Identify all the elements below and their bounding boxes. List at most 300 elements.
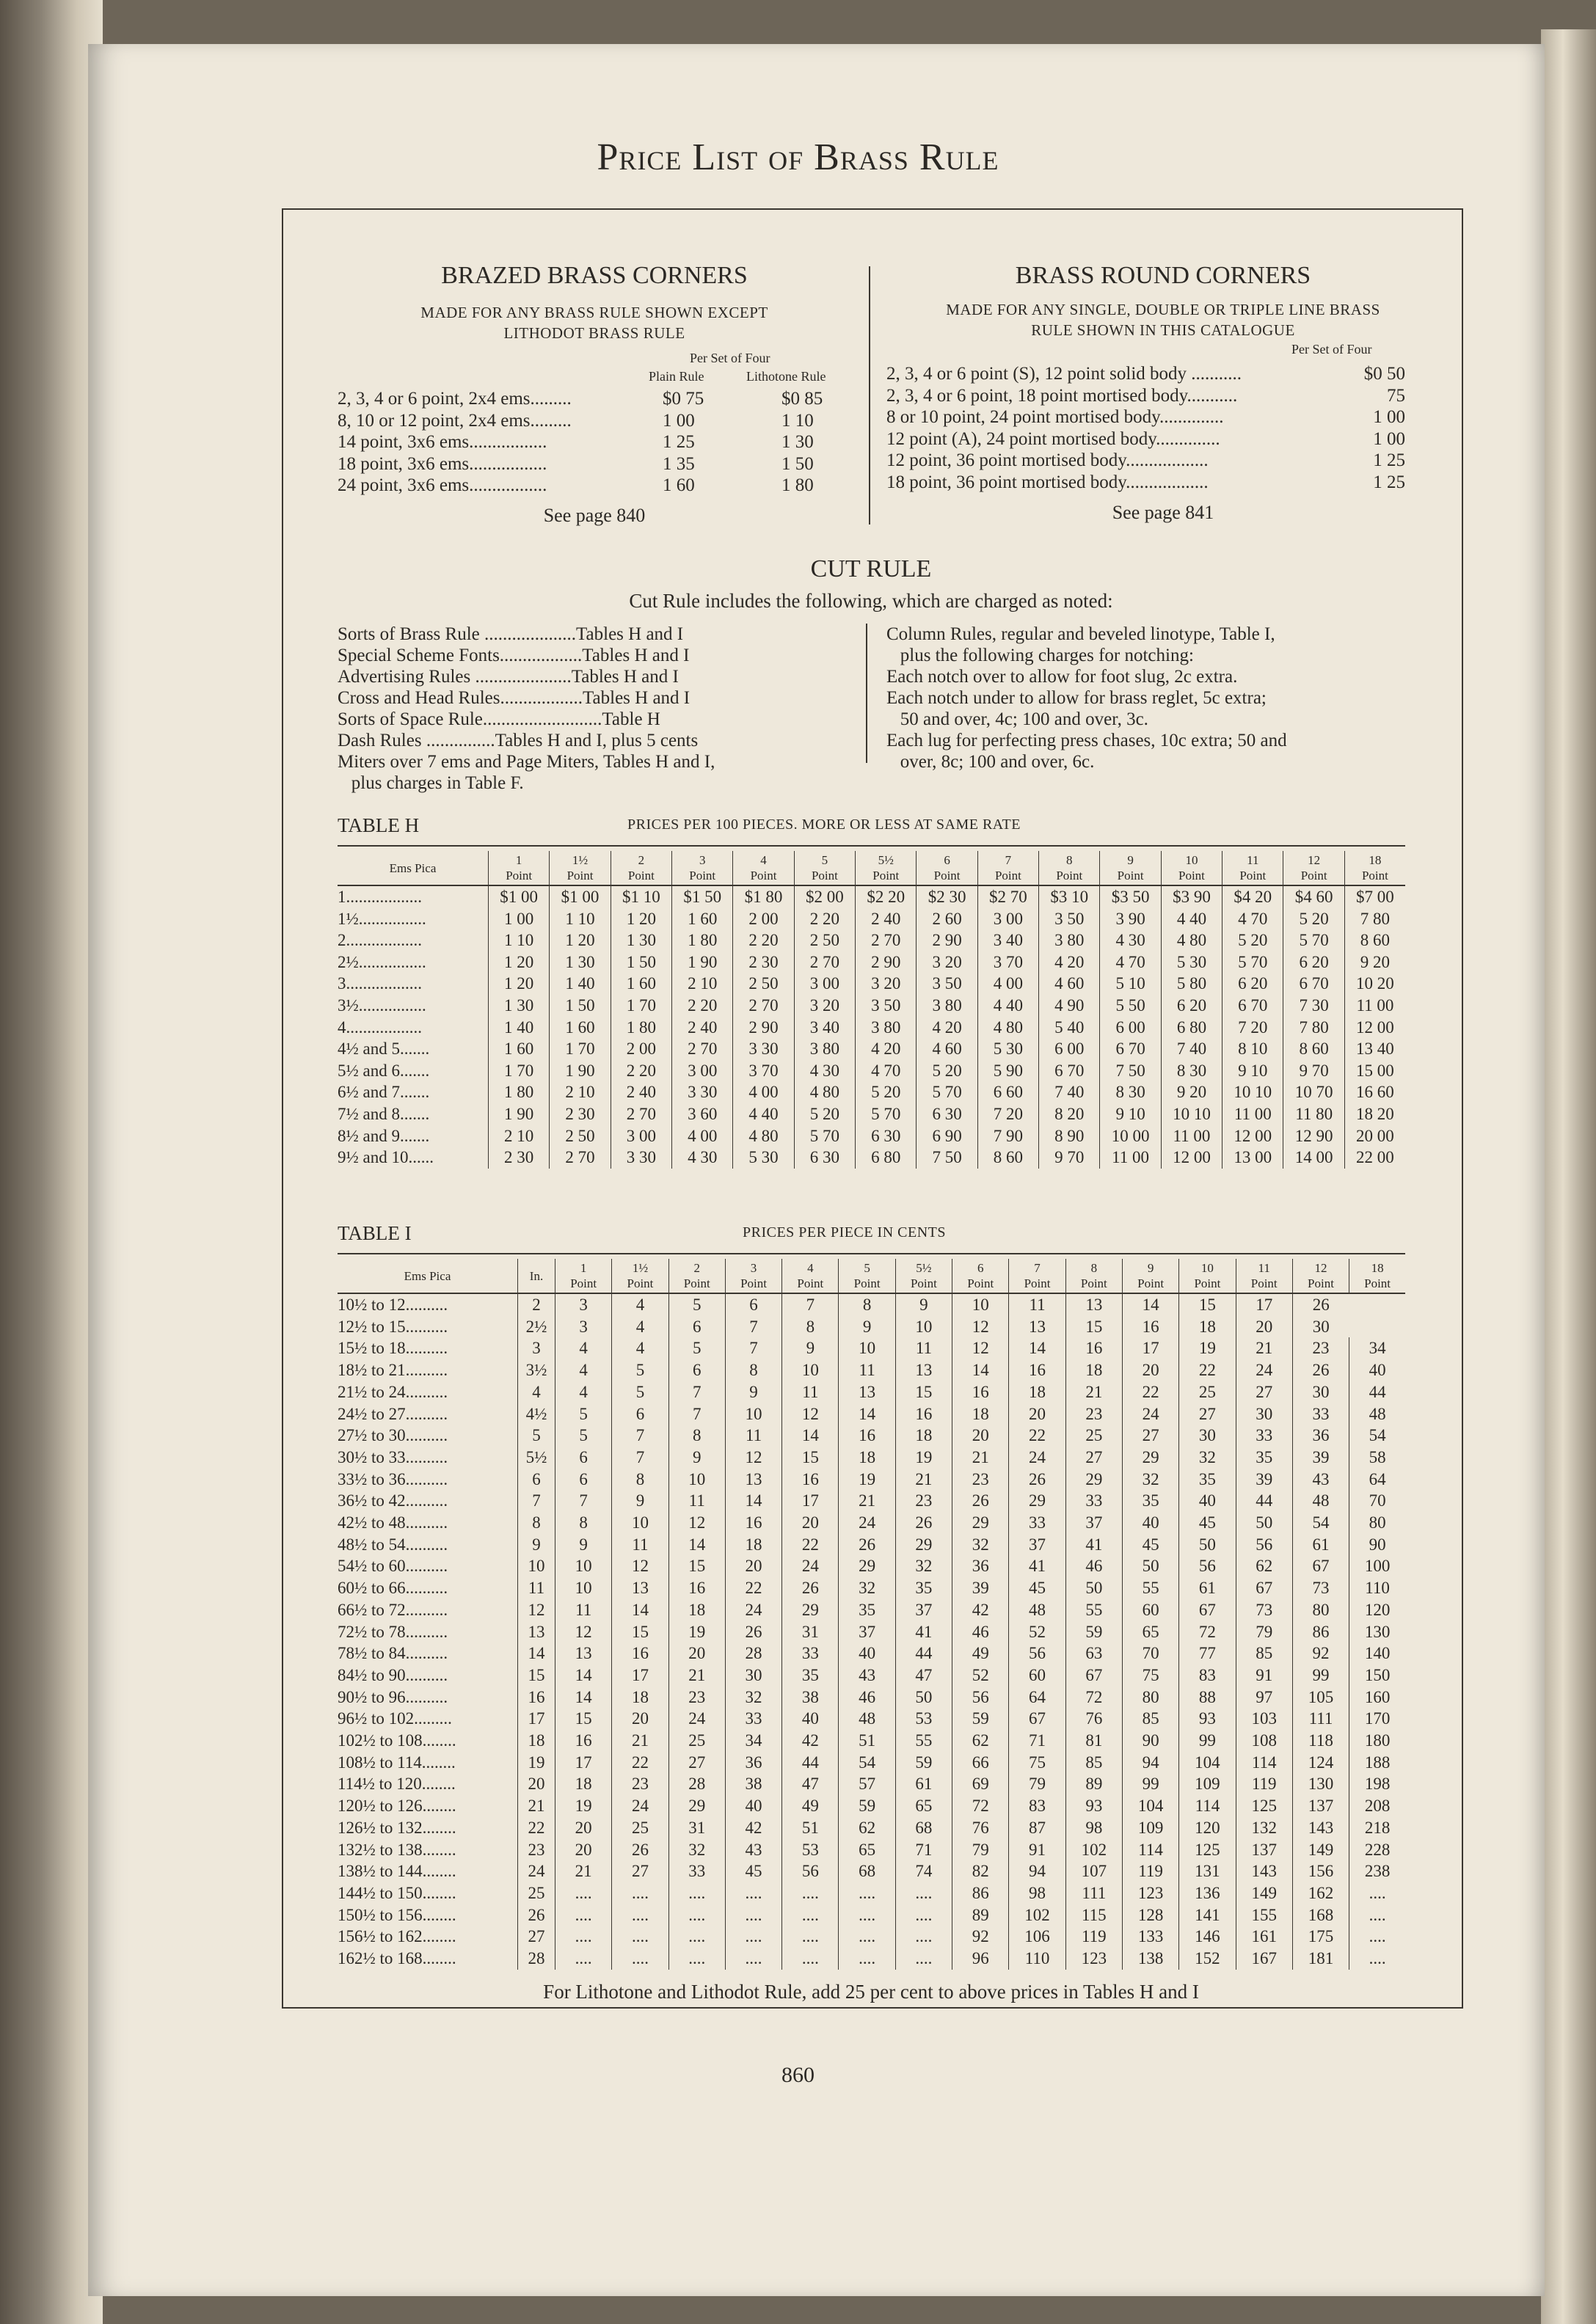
table-i-cell: 6 xyxy=(612,1403,668,1425)
table-i-cell: 7 xyxy=(782,1293,839,1316)
table-i-row xyxy=(338,1403,1405,1425)
table-i-cell: .... xyxy=(668,1926,725,1948)
table-i-row-in: 16 xyxy=(518,1687,555,1709)
table-i-row xyxy=(338,1860,1405,1882)
table-h-cell: 2 70 xyxy=(856,929,917,951)
table-i-cell: 89 xyxy=(1065,1773,1122,1795)
table-i-cell: 93 xyxy=(1065,1795,1122,1817)
table-i-cell: 16 xyxy=(1009,1359,1065,1381)
table-i-row xyxy=(338,1730,1405,1752)
round-row-label: 8 or 10 point, 24 point mortised body.............. xyxy=(886,407,1224,427)
table-i-cell: 63 xyxy=(1065,1642,1122,1665)
cut-right-line: Column Rules, regular and beveled linotype, Table I, xyxy=(886,624,1275,644)
table-h-cell: 20 00 xyxy=(1344,1125,1405,1147)
table-i-cell: 15 xyxy=(612,1621,668,1643)
round-sub1: MADE FOR ANY SINGLE, DOUBLE OR TRIPLE LINE BRASS xyxy=(946,301,1380,318)
cut-left-line: Sorts of Space Rule..........................Table H xyxy=(338,709,660,729)
table-i-cell: 29 xyxy=(895,1534,952,1556)
table-i-cell: 15 xyxy=(1065,1316,1122,1338)
table-i-row-in: 27 xyxy=(518,1926,555,1948)
table-h-cell: 4 20 xyxy=(917,1017,977,1039)
table-i-cell: 7 xyxy=(612,1425,668,1447)
cut-intro: Cut Rule includes the following, which are charged as noted: xyxy=(629,590,1113,612)
table-h-cell: 6 70 xyxy=(1283,973,1344,995)
cut-right-line: Each lug for perfecting press chases, 10c extra; 50 and xyxy=(886,731,1287,750)
table-i-cell: 21 xyxy=(555,1860,612,1882)
table-i-cell: 155 xyxy=(1236,1904,1292,1926)
table-i-cell: .... xyxy=(612,1882,668,1904)
table-h-row xyxy=(338,1060,1405,1082)
table-i-cell: 24 xyxy=(1236,1359,1292,1381)
table-i-cell: 14 xyxy=(1009,1337,1065,1359)
table-i-cell: .... xyxy=(612,1904,668,1926)
table-i-cell: 23 xyxy=(1065,1403,1122,1425)
table-i-cell: 137 xyxy=(1236,1839,1292,1861)
table-i-cell: 20 xyxy=(725,1555,781,1577)
table-i-cell: 34 xyxy=(1349,1337,1405,1359)
table-i-cell: 20 xyxy=(952,1425,1009,1447)
table-h-cell: 5 80 xyxy=(1161,973,1222,995)
table-i-cell: 13 xyxy=(895,1359,952,1381)
table-i-row xyxy=(338,1904,1405,1926)
table-h-cell: 5 10 xyxy=(1100,973,1161,995)
table-i-cell: 66 xyxy=(952,1752,1009,1774)
table-i-cell: 70 xyxy=(1122,1642,1178,1665)
table-i-cell: 51 xyxy=(839,1730,895,1752)
table-i-cell: 9 xyxy=(612,1490,668,1512)
table-h-label: TABLE H xyxy=(338,814,420,836)
table-i-row-label: 114½ to 120........ xyxy=(338,1775,456,1794)
table-i-cell: 50 xyxy=(1236,1512,1292,1534)
table-i-row-in: 4½ xyxy=(518,1403,555,1425)
table-i-cell: 130 xyxy=(1292,1773,1349,1795)
table-i-cell: 53 xyxy=(782,1839,839,1861)
table-h-cell: 2 00 xyxy=(733,908,794,930)
table-h-row xyxy=(338,885,1405,908)
table-i-cell: 51 xyxy=(782,1817,839,1839)
table-i-cell: 132 xyxy=(1236,1817,1292,1839)
table-h-cell: 3 80 xyxy=(917,995,977,1017)
table-i-row-label: 33½ to 36.......... xyxy=(338,1469,448,1488)
book-spine xyxy=(0,0,103,2324)
table-h-cell: $2 00 xyxy=(794,885,855,908)
table-h-cell: 7 20 xyxy=(1222,1017,1283,1039)
table-i-cell: 23 xyxy=(612,1773,668,1795)
table-i-cell: 86 xyxy=(952,1882,1009,1904)
table-i-row-in: 21 xyxy=(518,1795,555,1817)
table-i-cell: 42 xyxy=(952,1599,1009,1621)
table-i-cell: 4 xyxy=(555,1359,612,1381)
table-i-row-in: 10 xyxy=(518,1555,555,1577)
table-h-header: 12 Point xyxy=(1283,851,1344,885)
table-i-cell: 89 xyxy=(952,1904,1009,1926)
cut-right-line: plus the following charges for notching: xyxy=(886,646,1194,665)
brazed-row-label: 8, 10 or 12 point, 2x4 ems......... xyxy=(338,410,572,431)
table-h-cell: 2 20 xyxy=(794,908,855,930)
table-h-cell: 1 70 xyxy=(550,1038,611,1060)
table-h-row-label: 6½ and 7....... xyxy=(338,1083,430,1102)
table-i-cell: 70 xyxy=(1349,1490,1405,1512)
table-i-cell: 26 xyxy=(612,1839,668,1861)
table-i-cell: 98 xyxy=(1065,1817,1122,1839)
table-i-cell: 79 xyxy=(952,1839,1009,1861)
table-i-cell: 170 xyxy=(1349,1708,1405,1730)
table-i-cell: 102 xyxy=(1009,1904,1065,1926)
table-i-cell: 138 xyxy=(1122,1948,1178,1970)
table-h-cell: $4 20 xyxy=(1222,885,1283,908)
table-i-cell: 20 xyxy=(1236,1316,1292,1338)
table-i-cell: 40 xyxy=(1349,1359,1405,1381)
table-i-cell: 22 xyxy=(725,1577,781,1599)
table-i-cell: 26 xyxy=(1009,1469,1065,1491)
table-i-row-in: 6 xyxy=(518,1469,555,1491)
table-h-row xyxy=(338,1103,1405,1125)
table-i-cell: 208 xyxy=(1349,1795,1405,1817)
table-i-cell: 114 xyxy=(1179,1795,1236,1817)
table-i-cell: 46 xyxy=(952,1621,1009,1643)
table-i-row-in: 5½ xyxy=(518,1447,555,1469)
table-h-cell: 6 20 xyxy=(1161,995,1222,1017)
table-i-cell: 140 xyxy=(1349,1642,1405,1665)
footnote: For Lithotone and Lithodot Rule, add 25 per cent to above prices in Tables H and I xyxy=(543,1981,1199,2003)
table-i-cell: .... xyxy=(839,1926,895,1948)
table-i-cell: .... xyxy=(725,1926,781,1948)
table-i-cell: 85 xyxy=(1236,1642,1292,1665)
table-i-row xyxy=(338,1381,1405,1403)
table-i-cell: .... xyxy=(555,1948,612,1970)
table-i-header: 6 Point xyxy=(952,1259,1009,1293)
table-i-row-in: 4 xyxy=(518,1381,555,1403)
table-i-cell: 32 xyxy=(668,1839,725,1861)
table-h-cell: 3 30 xyxy=(733,1038,794,1060)
table-i-cell: 11 xyxy=(782,1381,839,1403)
table-h-row xyxy=(338,951,1405,973)
table-i-cell: .... xyxy=(725,1882,781,1904)
table-i-cell: 14 xyxy=(555,1687,612,1709)
table-i-cell: 28 xyxy=(725,1642,781,1665)
table-i-row-label: 36½ to 42.......... xyxy=(338,1491,448,1510)
table-h-cell: 12 00 xyxy=(1344,1017,1405,1039)
table-i-cell: 43 xyxy=(1292,1469,1349,1491)
table-i-cell: 15 xyxy=(668,1555,725,1577)
table-i-cell: 18 xyxy=(725,1534,781,1556)
table-i-cell: 131 xyxy=(1179,1860,1236,1882)
table-i-cell: 72 xyxy=(1179,1621,1236,1643)
table-i-cell: 27 xyxy=(1065,1447,1122,1469)
table-i-cell: 21 xyxy=(1236,1337,1292,1359)
table-h-cell: 10 20 xyxy=(1344,973,1405,995)
table-i-header: 12 Point xyxy=(1292,1259,1349,1293)
table-i-cell: 111 xyxy=(1065,1882,1122,1904)
table-i-row-in: 24 xyxy=(518,1860,555,1882)
table-i-cell: 86 xyxy=(1292,1621,1349,1643)
table-i-cell: 44 xyxy=(1349,1381,1405,1403)
table-i-cell: 24 xyxy=(782,1555,839,1577)
table-i-cell: 90 xyxy=(1349,1534,1405,1556)
table-i-cell: 3 xyxy=(555,1293,612,1316)
table-i-cell: 27 xyxy=(612,1860,668,1882)
table-i-cell: 71 xyxy=(895,1839,952,1861)
table-h-cell: 2 40 xyxy=(611,1081,671,1103)
table-h-cell: 6 60 xyxy=(977,1081,1038,1103)
table-i-cell: 61 xyxy=(1292,1534,1349,1556)
table-i-cell: 54 xyxy=(839,1752,895,1774)
round-row-label: 12 point, 36 point mortised body.................. xyxy=(886,450,1209,470)
table-i-row xyxy=(338,1839,1405,1861)
table-i-cell: 16 xyxy=(1122,1316,1178,1338)
table-i-row-in: 8 xyxy=(518,1512,555,1534)
table-i-cell: 180 xyxy=(1349,1730,1405,1752)
table-h-cell: 1 40 xyxy=(489,1017,550,1039)
table-h-cell: 3 40 xyxy=(977,929,1038,951)
table-h-cell: 5 70 xyxy=(794,1125,855,1147)
table-i-cell: 161 xyxy=(1236,1926,1292,1948)
table-h-cell: 4 80 xyxy=(794,1081,855,1103)
table-i-cell: 13 xyxy=(1065,1293,1122,1316)
table-h-header: 8 Point xyxy=(1039,851,1100,885)
table-i-cell: 56 xyxy=(1179,1555,1236,1577)
cut-right-line: over, 8c; 100 and over, 6c. xyxy=(886,752,1095,772)
table-h-cell: 16 60 xyxy=(1344,1081,1405,1103)
table-h-cell: 7 40 xyxy=(1161,1038,1222,1060)
table-h-cell: 5 70 xyxy=(856,1103,917,1125)
table-i-row xyxy=(338,1469,1405,1491)
table-i-cell: 6 xyxy=(555,1447,612,1469)
table-i-cell: 11 xyxy=(612,1534,668,1556)
table-i-cell: 59 xyxy=(839,1795,895,1817)
table-i-cell: 16 xyxy=(555,1730,612,1752)
round-row-price: 1 00 xyxy=(1373,428,1405,449)
brazed-row-label: 2, 3, 4 or 6 point, 2x4 ems......... xyxy=(338,389,572,409)
table-h-row xyxy=(338,929,1405,951)
table-i-cell: 14 xyxy=(782,1425,839,1447)
table-i-cell: 37 xyxy=(1065,1512,1122,1534)
table-i-cell: 8 xyxy=(668,1425,725,1447)
table-i-cell: 5 xyxy=(612,1359,668,1381)
table-i-cell: 218 xyxy=(1349,1817,1405,1839)
table-i-cell: 125 xyxy=(1179,1839,1236,1861)
table-h-row xyxy=(338,1147,1405,1169)
table-i-cell: 64 xyxy=(1009,1687,1065,1709)
table-i-cell: 3 xyxy=(555,1316,612,1338)
table-h-cell: 1 20 xyxy=(550,929,611,951)
table-h-cell: 3 90 xyxy=(1100,908,1161,930)
table-i-cell: 14 xyxy=(1122,1293,1178,1316)
table-h-cell: 10 00 xyxy=(1100,1125,1161,1147)
table-i-header: 10 Point xyxy=(1179,1259,1236,1293)
table-h-cell: 2 20 xyxy=(611,1060,671,1082)
table-h-cell: 2 50 xyxy=(733,973,794,995)
table-h-cell: 3 20 xyxy=(917,951,977,973)
table-i-cell: 21 xyxy=(1065,1381,1122,1403)
table-h-row xyxy=(338,1081,1405,1103)
brazed-col-litho: Lithotone Rule xyxy=(746,369,826,384)
table-i-cell: 21 xyxy=(895,1469,952,1491)
table-i-header-ems: Ems Pica xyxy=(338,1259,518,1293)
table-i-cell: 20 xyxy=(555,1839,612,1861)
table-i-cell: 55 xyxy=(895,1730,952,1752)
table-i-cell: 37 xyxy=(1009,1534,1065,1556)
table-h-cell: 2 20 xyxy=(672,995,733,1017)
table-h-cell: 10 10 xyxy=(1161,1103,1222,1125)
table-i-cell: 109 xyxy=(1122,1817,1178,1839)
table-i-cell: 18 xyxy=(1009,1381,1065,1403)
table-h-cell: 3 80 xyxy=(856,1017,917,1039)
table-i-row-in: 14 xyxy=(518,1642,555,1665)
table-i-row-in: 22 xyxy=(518,1817,555,1839)
table-h-cell: 5 70 xyxy=(917,1081,977,1103)
table-h-cell: 6 30 xyxy=(794,1147,855,1169)
table-i-row-in: 25 xyxy=(518,1882,555,1904)
table-i-row-in: 20 xyxy=(518,1773,555,1795)
table-h-cell: 5 90 xyxy=(977,1060,1038,1082)
brazed-row-label: 24 point, 3x6 ems................. xyxy=(338,475,547,495)
table-i-cell: 24 xyxy=(612,1795,668,1817)
table-i-cell: 40 xyxy=(725,1795,781,1817)
table-h-top-rule xyxy=(338,845,1405,847)
table-h-cell: 5 70 xyxy=(1283,929,1344,951)
table-h-cell: 9 10 xyxy=(1222,1060,1283,1082)
table-h-cell: 5 20 xyxy=(917,1060,977,1082)
table-i-row xyxy=(338,1490,1405,1512)
table-i-cell: .... xyxy=(895,1948,952,1970)
table-i-cell: 6 xyxy=(725,1293,781,1316)
table-i-cell: 13 xyxy=(1009,1316,1065,1338)
table-i-cell: 14 xyxy=(612,1599,668,1621)
table-i-cell: 12 xyxy=(668,1512,725,1534)
cut-left-line: plus charges in Table F. xyxy=(338,773,524,793)
table-i-cell: 45 xyxy=(1179,1512,1236,1534)
table-i-cell: 52 xyxy=(952,1665,1009,1687)
table-h-cell: 1 20 xyxy=(611,908,671,930)
table-i-cell: 136 xyxy=(1179,1882,1236,1904)
table-h-cell: 4 90 xyxy=(1039,995,1100,1017)
table-i-cell: 37 xyxy=(895,1599,952,1621)
table-i-cell: 44 xyxy=(1236,1490,1292,1512)
table-i-cell: 47 xyxy=(782,1773,839,1795)
table-h-cell: 1 60 xyxy=(611,973,671,995)
table-i-cell: 56 xyxy=(1236,1534,1292,1556)
table-h-cell: 15 00 xyxy=(1344,1060,1405,1082)
table-h-cell: 3 60 xyxy=(672,1103,733,1125)
table-i-cell: 18 xyxy=(612,1687,668,1709)
table-i-cell: 23 xyxy=(895,1490,952,1512)
table-h-cell: 2 10 xyxy=(489,1125,550,1147)
table-i-cell: 7 xyxy=(668,1381,725,1403)
table-i-cell: 141 xyxy=(1179,1904,1236,1926)
table-i-cell: .... xyxy=(1349,1882,1405,1904)
table-i-row-label: 144½ to 150........ xyxy=(338,1883,456,1902)
table-i-row-in: 23 xyxy=(518,1839,555,1861)
table-i-row-in: 15 xyxy=(518,1665,555,1687)
table-i xyxy=(338,1259,1405,1970)
table-h-cell: 12 90 xyxy=(1283,1125,1344,1147)
table-i-cell: 7 xyxy=(668,1403,725,1425)
table-h-cell: 8 90 xyxy=(1039,1125,1100,1147)
table-i-cell: 15 xyxy=(782,1447,839,1469)
table-i-cell: .... xyxy=(782,1926,839,1948)
table-i-row xyxy=(338,1882,1405,1904)
table-i-cell: 67 xyxy=(1179,1599,1236,1621)
table-i-cell: 17 xyxy=(782,1490,839,1512)
table-i-cell: 120 xyxy=(1349,1599,1405,1621)
table-h-cell: 2 70 xyxy=(550,1147,611,1169)
table-h-cell: 7 40 xyxy=(1039,1081,1100,1103)
table-i-cell: 11 xyxy=(1009,1293,1065,1316)
table-i-cell: 33 xyxy=(1009,1512,1065,1534)
table-h-cell: 18 20 xyxy=(1344,1103,1405,1125)
table-i-cell: 4 xyxy=(555,1337,612,1359)
table-i-cell: 22 xyxy=(1122,1381,1178,1403)
table-h-cell: 11 00 xyxy=(1222,1103,1283,1125)
table-i-cell: 119 xyxy=(1122,1860,1178,1882)
table-i-cell: 81 xyxy=(1065,1730,1122,1752)
table-i-cell: 61 xyxy=(895,1773,952,1795)
table-h-cell: 4 20 xyxy=(856,1038,917,1060)
table-i-row-in: 11 xyxy=(518,1577,555,1599)
table-i-cell: 46 xyxy=(1065,1555,1122,1577)
table-i-cell: .... xyxy=(1349,1904,1405,1926)
table-i-cell: 96 xyxy=(952,1948,1009,1970)
table-i-cell: 6 xyxy=(668,1359,725,1381)
table-i-row-in: 3½ xyxy=(518,1359,555,1381)
table-h-header: 5½ Point xyxy=(856,851,917,885)
table-i-cell: 24 xyxy=(1009,1447,1065,1469)
brazed-row-plain: 1 60 xyxy=(663,475,695,495)
table-i-row-label: 60½ to 66.......... xyxy=(338,1579,448,1598)
table-i-cell: 29 xyxy=(952,1512,1009,1534)
table-i-cell: 130 xyxy=(1349,1621,1405,1643)
table-i-row xyxy=(338,1817,1405,1839)
table-i-cell: 5 xyxy=(668,1337,725,1359)
table-h-cell: 6 70 xyxy=(1100,1038,1161,1060)
table-h-cell: 3 20 xyxy=(794,995,855,1017)
table-i-cell: 32 xyxy=(839,1577,895,1599)
table-i-cell: 9 xyxy=(668,1447,725,1469)
brazed-col-plain: Plain Rule xyxy=(649,369,704,384)
table-i-cell: 65 xyxy=(1122,1621,1178,1643)
table-i-row xyxy=(338,1665,1405,1687)
table-i-cell: 57 xyxy=(839,1773,895,1795)
table-i-cell: 106 xyxy=(1009,1926,1065,1948)
table-i-row xyxy=(338,1948,1405,1970)
table-i-cell: 85 xyxy=(1065,1752,1122,1774)
table-i-cell: 27 xyxy=(668,1752,725,1774)
table-i-cell: 35 xyxy=(895,1577,952,1599)
table-i-cell: 49 xyxy=(782,1795,839,1817)
table-i-cell: 9 xyxy=(555,1534,612,1556)
table-h-header: 10 Point xyxy=(1161,851,1222,885)
table-h-cell: 1 80 xyxy=(672,929,733,951)
table-h-header: 18 Point xyxy=(1344,851,1405,885)
round-see-page: See page 841 xyxy=(1112,502,1214,523)
table-i-cell: 88 xyxy=(1179,1687,1236,1709)
table-i-cell: 14 xyxy=(952,1359,1009,1381)
table-i-cell: 31 xyxy=(668,1817,725,1839)
table-i-cell: 79 xyxy=(1236,1621,1292,1643)
table-i-cell: 5 xyxy=(668,1293,725,1316)
table-i-cell: 20 xyxy=(782,1512,839,1534)
table-i-cell: 13 xyxy=(839,1381,895,1403)
table-i-cell: 23 xyxy=(952,1469,1009,1491)
table-h-row-label: 2½................ xyxy=(338,952,426,971)
table-h-cell: 8 60 xyxy=(1344,929,1405,951)
table-i-top-rule xyxy=(338,1253,1405,1254)
table-h-cell: 3 50 xyxy=(917,973,977,995)
table-h-cell: 4 70 xyxy=(1100,951,1161,973)
table-i-cell: 56 xyxy=(1009,1642,1065,1665)
table-h-cell: 2 90 xyxy=(917,929,977,951)
